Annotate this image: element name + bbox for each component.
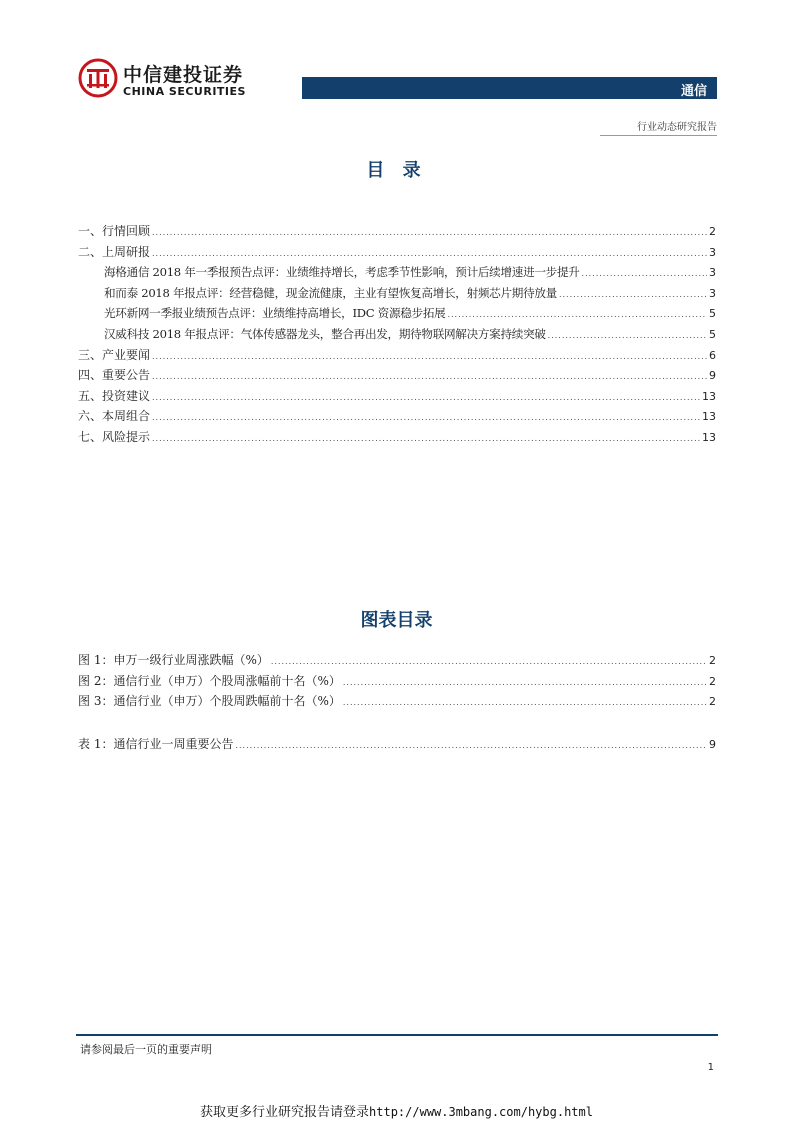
toc-entry[interactable] — [78, 221, 716, 242]
toc-subentry[interactable] — [78, 303, 716, 324]
company-logo — [78, 58, 253, 100]
toc-entry-page: 3 — [709, 245, 716, 259]
toc-entry-text: 和而泰 2018 年报点评：经营稳健，现金流健康，主业有望恢复高增长，射频芯片期待放量 — [104, 285, 557, 300]
toc-entry-text: 一、行情回顾 — [78, 224, 151, 238]
dot-leader — [582, 264, 707, 285]
toc-entry[interactable] — [78, 406, 716, 427]
figure-entry-page: 2 — [709, 674, 716, 688]
toc-entry-text: 海格通信 2018 年一季报预告点评：业绩维持增长，考虑季节性影响，预计后续增速进一步提升 — [104, 265, 580, 280]
toc-entry-text: 六、本周组合 — [78, 409, 151, 424]
list-of-figures — [78, 650, 716, 712]
figure-entry-text: 图 2：通信行业（申万）个股周涨幅前十名（%） — [78, 673, 341, 688]
toc-subentry[interactable] — [78, 324, 716, 345]
toc-entry-text: 光环新网一季报业绩预告点评：业绩维持高增长，IDC 资源稳步拓展 — [104, 306, 446, 321]
figures-list-title: 图表目录 — [360, 610, 433, 631]
toc-entry-page: 3 — [709, 266, 716, 280]
toc-entry-page: 5 — [709, 327, 716, 341]
table-entry[interactable] — [78, 734, 716, 755]
table-entry-text: 表 1：通信行业一周重要公告 — [78, 737, 234, 751]
toc-entry-text: 汉威科技 2018 年报点评：气体传感器龙头，整合再出发，期待物联网解决方案持续突破 — [104, 326, 546, 341]
table-of-contents — [78, 221, 716, 448]
promo-line — [0, 1101, 793, 1120]
dot-leader — [152, 429, 700, 450]
figure-entry-page: 2 — [709, 654, 716, 667]
toc-entry-page: 9 — [709, 369, 716, 383]
page-number: 1 — [707, 1062, 714, 1073]
figure-entry-page: 2 — [709, 695, 716, 709]
toc-entry-page: 3 — [709, 286, 716, 300]
toc-entry[interactable] — [78, 365, 716, 386]
logo-chinese-name: 中信建投证券 — [123, 64, 244, 86]
sector-label: 通信 — [680, 84, 707, 99]
toc-entry-text: 四、重要公告 — [78, 368, 151, 383]
figure-entry[interactable] — [78, 691, 716, 712]
dot-leader — [152, 244, 707, 265]
figure-entry[interactable] — [78, 671, 716, 692]
dot-leader — [152, 347, 707, 368]
dot-leader — [152, 388, 700, 409]
toc-entry-page: 6 — [709, 348, 716, 362]
toc-entry-page: 2 — [709, 225, 716, 238]
list-of-tables — [78, 734, 716, 755]
toc-entry[interactable] — [78, 427, 716, 448]
dot-leader — [235, 736, 707, 757]
figure-entry-text: 图 1：申万一级行业周涨跌幅（%） — [78, 653, 269, 667]
table-entry-page: 9 — [709, 738, 716, 751]
dot-leader — [559, 285, 707, 306]
toc-entry-text: 五、投资建议 — [78, 388, 151, 403]
toc-entry-text: 七、风险提示 — [78, 429, 151, 444]
toc-subentry[interactable] — [78, 262, 716, 283]
disclaimer-note: 请参阅最后一页的重要声明 — [80, 1043, 212, 1056]
china-securities-logo-icon — [78, 58, 118, 98]
report-type: 行业动态研究报告 — [637, 122, 717, 133]
dot-leader — [152, 367, 707, 388]
toc-entry[interactable] — [78, 345, 716, 366]
promo-text: 获取更多行业研究报告请登录 — [200, 1105, 370, 1120]
toc-entry-text: 二、上周研报 — [78, 244, 151, 259]
dot-leader — [271, 652, 707, 673]
figure-entry[interactable] — [78, 650, 716, 671]
toc-entry-page: 5 — [709, 307, 716, 321]
footer-divider — [76, 1034, 718, 1036]
figure-entry-text: 图 3：通信行业（申万）个股周跌幅前十名（%） — [78, 694, 341, 709]
toc-title: 目 录 — [366, 160, 427, 181]
dot-leader — [343, 673, 707, 694]
toc-entry-text: 三、产业要闻 — [78, 347, 151, 362]
dot-leader — [447, 305, 707, 326]
toc-entry[interactable] — [78, 242, 716, 263]
promo-link[interactable]: http://www.3mbang.com/hybg.html — [369, 1105, 593, 1119]
toc-subentry[interactable] — [78, 283, 716, 304]
dot-leader — [343, 693, 707, 714]
dot-leader — [548, 326, 707, 347]
subhead-divider — [600, 135, 717, 136]
toc-entry-page: 13 — [702, 430, 716, 444]
toc-entry-page: 13 — [702, 410, 716, 424]
dot-leader — [152, 223, 707, 244]
toc-entry-page: 13 — [702, 389, 716, 403]
logo-english-name: CHINA SECURITIES — [123, 85, 246, 98]
dot-leader — [152, 408, 700, 429]
toc-entry[interactable] — [78, 386, 716, 407]
sector-banner — [302, 77, 717, 99]
